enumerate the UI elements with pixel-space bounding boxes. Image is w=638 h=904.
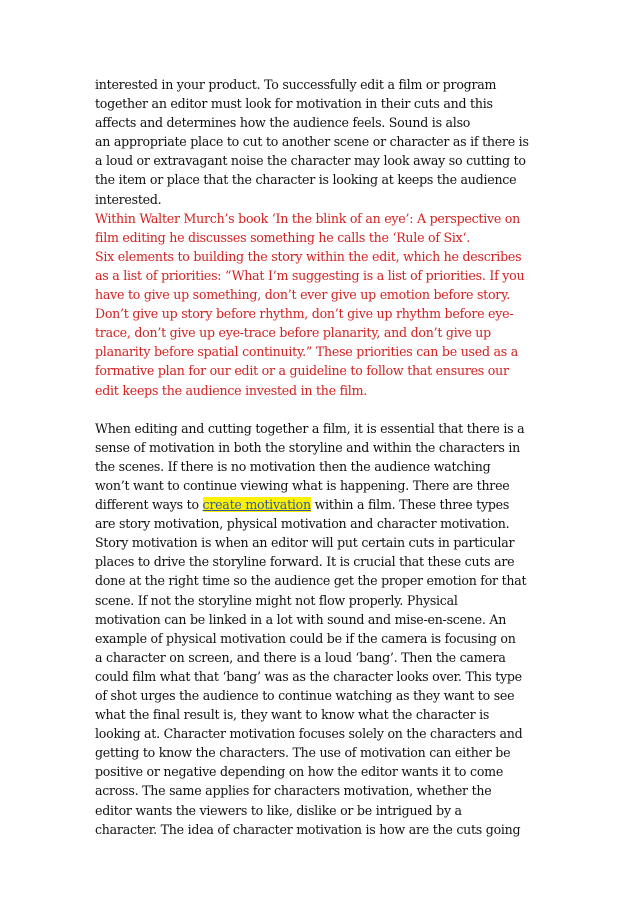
quote-line: edit keeps the audience invested in the film. <box>95 382 368 398</box>
text-line: what the final result is, they want to know what the character is <box>95 707 490 723</box>
text-line: example of physical motivation could be if the camera is focusing on <box>95 630 516 646</box>
text-line: interested. <box>95 191 162 207</box>
quote-line: film editing he discusses something he calls the ‘Rule of Six‘. <box>95 229 471 245</box>
quote-line: formative plan for our edit or a guideline to follow that ensures our <box>95 363 509 379</box>
text-line: a loud or extravagant noise the character may look away so cutting to <box>95 153 526 169</box>
document-page <box>95 75 547 839</box>
text-line: character. The idea of character motivation is how are the cuts going <box>95 821 521 837</box>
text-fragment: different ways to <box>95 497 203 513</box>
text-line: motivation can be linked in a lot with sound and mise-en-scene. An <box>95 611 507 627</box>
text-line: done at the right time so the audience get the proper emotion for that <box>95 573 527 589</box>
quote-line: trace, don’t give up eye-trace before planarity, and don’t give up <box>95 325 491 341</box>
text-line: getting to know the characters. The use of motivation can either be <box>95 745 511 761</box>
text-line: sense of motivation in both the storyline and within the characters in <box>95 439 520 455</box>
text-line: interested in your product. To successfully edit a film or program <box>95 77 497 92</box>
quote-line: planarity before spatial continuity.” These priorities can be used as a <box>95 344 519 360</box>
quote-line: Six elements to building the story within the edit, which he describes <box>95 248 522 264</box>
text-fragment: within a film. These three types <box>310 497 510 513</box>
text-line: places to drive the storyline forward. It is crucial that these cuts are <box>95 554 515 570</box>
create-motivation-link[interactable]: create motivation <box>202 497 311 513</box>
text-line: affects and determines how the audience feels. Sound is also <box>95 115 471 131</box>
text-line: an appropriate place to cut to another scene or character as if there is <box>95 134 529 150</box>
text-line: Story motivation is when an editor will put certain cuts in particular <box>95 535 515 551</box>
text-line: a character on screen, and there is a loud ‘bang’. Then the camera <box>95 649 506 665</box>
paragraph-spacer <box>95 400 547 419</box>
quote-line: as a list of priorities: “What I’m suggesting is a list of priorities. If you <box>95 267 525 283</box>
text-line: are story motivation, physical motivation and character motivation. <box>95 516 510 532</box>
text-line: won’t want to continue viewing what is happening. There are three <box>95 477 510 493</box>
text-line: the scenes. If there is no motivation then the audience watching <box>95 458 491 474</box>
text-line: When editing and cutting together a film, it is essential that there is a <box>95 420 525 436</box>
text-line: across. The same applies for characters motivation, whether the <box>95 783 492 799</box>
text-line: looking at. Character motivation focuses solely on the characters and <box>95 726 523 742</box>
quote-line: have to give up something, don’t ever give up emotion before story. <box>95 287 511 303</box>
text-line: editor wants the viewers to like, dislike or be intrigued by a <box>95 802 462 818</box>
text-line: scene. If not the storyline might not flow properly. Physical <box>95 592 458 608</box>
paragraph-1 <box>95 75 547 209</box>
text-line: the item or place that the character is looking at keeps the audience <box>95 172 517 188</box>
text-line: positive or negative depending on how the editor wants it to come <box>95 764 504 780</box>
paragraph-2-quote <box>95 209 547 400</box>
text-line-with-link <box>95 495 547 514</box>
text-line: of shot urges the audience to continue watching as they want to see <box>95 688 515 703</box>
text-line: together an editor must look for motivation in their cuts and this <box>95 96 493 112</box>
paragraph-3 <box>95 419 547 839</box>
quote-line: Don’t give up story before rhythm, don’t give up rhythm before eye- <box>95 306 514 322</box>
text-line: could film what that ‘bang’ was as the character looks over. This type <box>95 668 522 684</box>
quote-line: Within Walter Murch’s book ‘In the blink of an eye’: A perspective on <box>95 210 520 226</box>
